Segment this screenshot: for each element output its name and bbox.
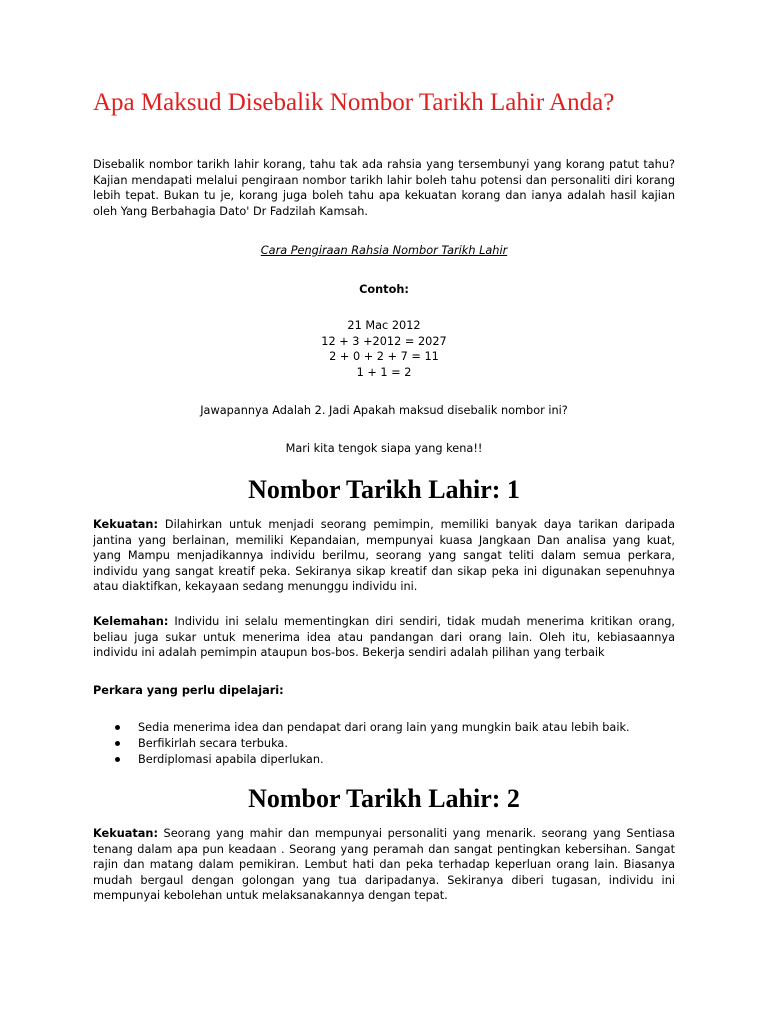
weakness-text: Individu ini selalu mementingkan diri sendiri, tidak mudah menerima kritikan orang, beliau juga sukar untuk menerima idea atau pandangan dari orang lain. Oleh itu, kebiasaannya individu ini adalah pemimpin ataupun bos-bos. Bekerja sendiri adalah pilihan yang terbaik (93, 615, 675, 659)
section-1-strength (93, 517, 675, 595)
strength-label: Kekuatan: (93, 518, 158, 531)
list-item: Berfikirlah secara terbuka. (93, 736, 675, 752)
strength-label: Kekuatan: (93, 827, 158, 840)
page-title: Apa Maksud Disebalik Nombor Tarikh Lahir Anda? (93, 89, 615, 116)
weakness-label: Kelemahan: (93, 615, 169, 628)
strength-text: Dilahirkan untuk menjadi seorang pemimpin, memiliki banyak daya tarikan daripada jantina yang berlainan, memiliki Kepandaian, mempunyai kuasa Jangkaan Dan analisa yang kuat, yang Mampu menjadikannya individu berilmu, seorang yang sangat teliti dalam semua perkara, individu yang sangat kreatif peka. Sekiranya sikap kreatif dan sikap peka ini digunakan sepenuhnya atau diaktifkan, kekayaan sedang menunggu individu ini. (93, 518, 675, 593)
intro-paragraph: Disebalik nombor tarikh lahir korang, tahu tak ada rahsia yang tersembunyi yang korang patut tahu? Kajian mendapati melalui pengiraan nombor tarikh lahir boleh tahu potensi dan personaliti diri korang lebih tepat. Bukan tu je, korang juga boleh tahu apa kekuatan korang dan ianya adalah hasil kajian oleh Yang Berbahagia Dato' Dr Fadzilah Kamsah. (93, 158, 675, 218)
section-1-weakness (93, 614, 675, 661)
bullet-icon (115, 757, 120, 762)
calculation-subtitle: Cara Pengiraan Rahsia Nombor Tarikh Lahir (260, 244, 508, 257)
section-1-heading: Nombor Tarikh Lahir: 1 (248, 475, 520, 504)
calc-line: 12 + 3 +2012 = 2027 (321, 334, 447, 348)
calc-line: 2 + 0 + 2 + 7 = 11 (329, 350, 439, 363)
strength-text: Seorang yang mahir dan mempunyai personaliti yang menarik. seorang yang Sentiasa tenang dalam apa pun keadaan . Seorang yang peramah dan sangat pentingkan kebersihan. Sangat rajin dan matang dalam pemikiran. Lembut hati dan peka terhadap keperluan orang lain. Biasanya mudah bergaul dengan golongan yang tua daripadanya. Sekiranya diberi tugasan, individu ini mempunyai kebolehan untuk melaksanakannya dengan tepat. (93, 827, 675, 902)
section-2-strength (93, 826, 675, 904)
learn-label: Perkara yang perlu dipelajari: (93, 684, 284, 697)
calc-line: 21 Mac 2012 (347, 319, 421, 332)
list-item: Berdiplomasi apabila diperlukan. (93, 752, 675, 768)
list-item: Sedia menerima idea dan pendapat dari orang lain yang mungkin baik atau lebih baik. (93, 720, 675, 736)
calculation-block (93, 318, 675, 380)
bullet-icon (115, 725, 120, 730)
calc-line: 1 + 1 = 2 (356, 365, 412, 379)
answer-text: Jawapannya Adalah 2. Jadi Apakah maksud disebalik nombor ini? (200, 404, 568, 417)
section-2-heading: Nombor Tarikh Lahir: 2 (248, 784, 520, 813)
bullet-icon (115, 741, 120, 746)
example-label: Contoh: (359, 283, 409, 296)
invite-text: Mari kita tengok siapa yang kena!! (285, 442, 483, 455)
learn-list (93, 720, 675, 768)
